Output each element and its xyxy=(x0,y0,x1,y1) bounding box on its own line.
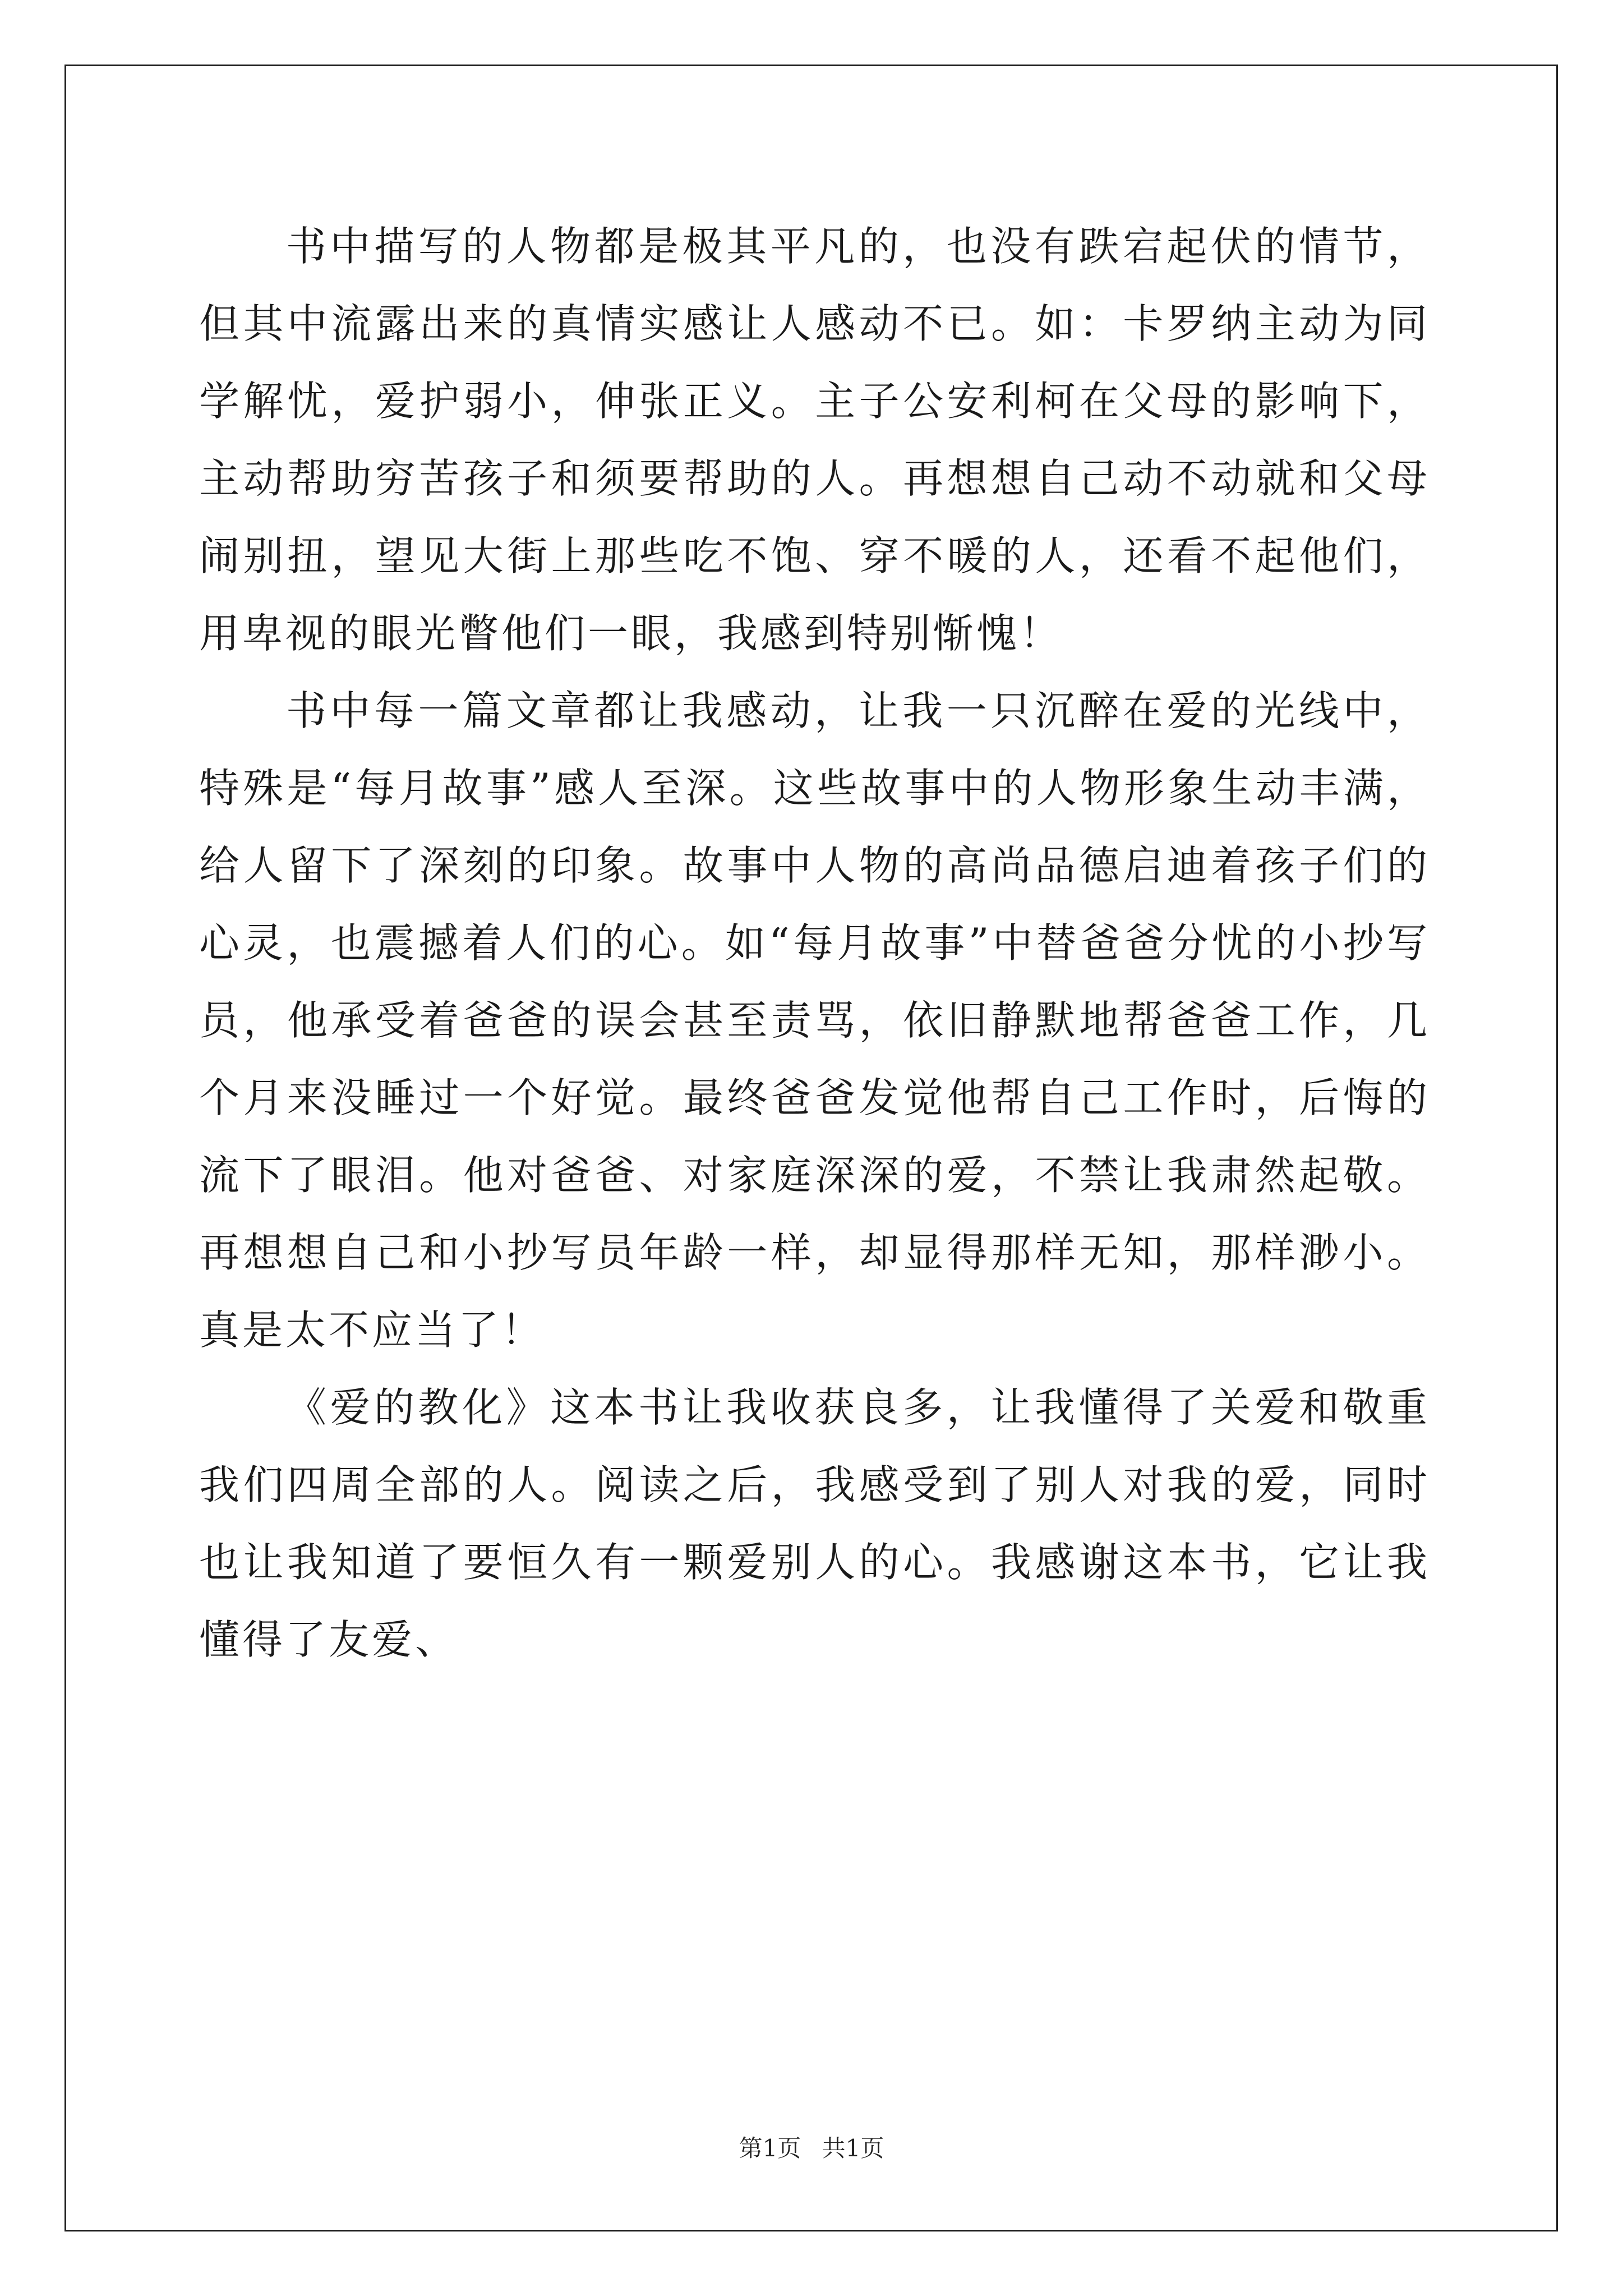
page-number: 第1页 xyxy=(739,2134,801,2162)
paragraph-2: 书中每一篇文章都让我感动，让我一只沉醉在爱的光线中，特殊是“每月故事”感人至深。这些故事中的人物形象生动丰满，给人留下了深刻的印象。故事中人物的高尚品德启迪着孩子们的心灵，也震撼着人们的心。如“每月故事”中替爸爸分忧的小抄写员，他承受着爸爸的误会甚至责骂，依旧静默地帮爸爸工作，几个月来没睡过一个好觉。最终爸爸发觉他帮自己工作时，后悔的流下了眼泪。他对爸爸、对家庭深深的爱，不禁让我肃然起敬。再想想自己和小抄写员年龄一样，却显得那样无知，那样渺小。真是太不应当了！ xyxy=(199,687,1430,1354)
page-footer xyxy=(0,2132,1623,2165)
paragraph-3: 《爱的教化》这本书让我收获良多，让我懂得了关爱和敬重我们四周全部的人。阅读之后，我感受到了别人对我的爱，同时也让我知道了要恒久有一颗爱别人的心。我感谢这本书，它让我懂得了友爱、 xyxy=(199,1384,1430,1663)
paragraph-1: 书中描写的人物都是极其平凡的，也没有跌宕起伏的情节，但其中流露出来的真情实感让人感动不已。如：卡罗纳主动为同学解忧，爱护弱小，伸张正义。主子公安利柯在父母的影响下，主动帮助穷苦孩子和须要帮助的人。再想想自己动不动就和父母闹别扭，望见大街上那些吃不饱、穿不暖的人，还看不起他们，用卑视的眼光瞥他们一眼，我感到特别惭愧！ xyxy=(199,223,1430,657)
page-total: 共1页 xyxy=(822,2134,884,2162)
document-body xyxy=(199,208,1430,1678)
